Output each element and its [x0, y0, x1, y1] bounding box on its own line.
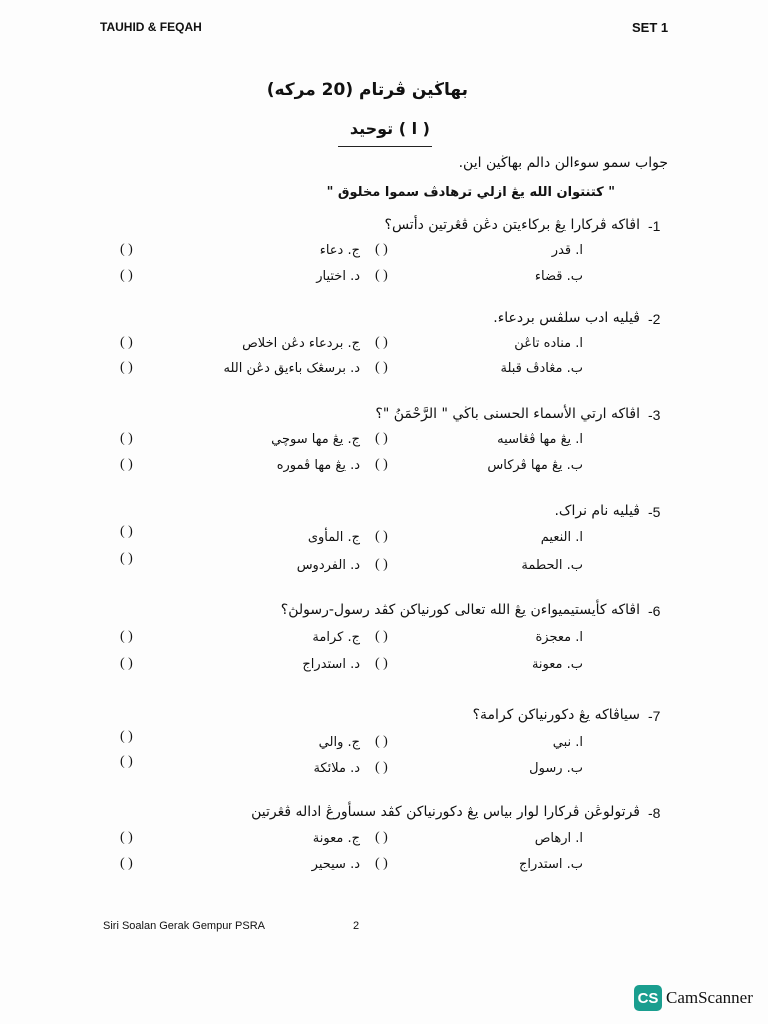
option-d: د. برسڠک باءيق دڠن الله — [223, 361, 360, 376]
camscanner-watermark — [634, 985, 753, 1011]
answer-bracket[interactable]: ( ) — [120, 431, 133, 446]
section-underline — [338, 146, 432, 147]
answer-bracket[interactable]: ( ) — [375, 656, 388, 671]
answer-bracket[interactable]: ( ) — [120, 830, 133, 845]
answer-bracket[interactable]: ( ) — [120, 856, 133, 871]
answer-bracket[interactable]: ( ) — [375, 734, 388, 749]
set-label: SET 1 — [632, 20, 669, 35]
answer-bracket[interactable]: ( ) — [375, 268, 388, 283]
question-number: -7 — [648, 708, 661, 724]
option-a: ا. نبي — [552, 735, 583, 750]
answer-bracket[interactable]: ( ) — [120, 729, 133, 744]
option-b: ب. معونة — [531, 657, 583, 672]
answer-bracket[interactable]: ( ) — [120, 457, 133, 472]
answer-bracket[interactable]: ( ) — [120, 524, 133, 539]
answer-bracket[interactable]: ( ) — [375, 529, 388, 544]
answer-bracket[interactable]: ( ) — [120, 242, 133, 257]
topic-quote: " کتنتوان الله يڠ ازلي ترهادڤ سموا مخلوق " — [326, 185, 615, 200]
option-a: ا. مناده تاڠن — [514, 336, 583, 351]
option-d: د. سيحير — [311, 857, 360, 872]
answer-bracket[interactable]: ( ) — [120, 551, 133, 566]
camscanner-logo-icon: CS — [634, 985, 662, 1011]
answer-bracket[interactable]: ( ) — [375, 629, 388, 644]
answer-bracket[interactable]: ( ) — [375, 360, 388, 375]
option-c: ج. يڠ مها سوچي — [271, 432, 360, 447]
option-b: ب. قضاء — [534, 269, 583, 284]
option-d: د. ملائکة — [313, 761, 360, 776]
answer-bracket[interactable]: ( ) — [120, 335, 133, 350]
option-d: د. اختيار — [316, 269, 360, 284]
question-number: -8 — [648, 805, 661, 821]
option-c: ج. دعاء — [319, 243, 360, 258]
option-c: ج. المأوى — [307, 530, 360, 545]
answer-bracket[interactable]: ( ) — [120, 656, 133, 671]
option-c: ج. بردعاء دڠن اخلاص — [242, 336, 360, 351]
option-a: ا. النعيم — [540, 530, 583, 545]
option-c: ج. کرامة — [312, 630, 360, 645]
subject-header: TAUHID & FEQAH — [100, 20, 202, 34]
instruction: جواب سمو سوءالن دالم بهاڬين اين. — [458, 155, 668, 171]
question-number: -3 — [648, 407, 661, 423]
option-a: ا. ارهاص — [534, 831, 583, 846]
answer-bracket[interactable]: ( ) — [375, 760, 388, 775]
option-c: ج. معونة — [312, 831, 360, 846]
page-number: 2 — [353, 920, 360, 932]
answer-bracket[interactable]: ( ) — [375, 557, 388, 572]
answer-bracket[interactable]: ( ) — [375, 335, 388, 350]
option-b: ب. رسول — [529, 761, 583, 776]
question-number: -5 — [648, 504, 661, 520]
option-b: ب. الحطمة — [521, 558, 583, 573]
answer-bracket[interactable]: ( ) — [120, 629, 133, 644]
question-text: ڤيليه ادب سلڤس بردعاء. — [493, 310, 640, 326]
option-a: ا. قدر — [551, 243, 583, 258]
option-d: د. يڠ مها ڤموره — [276, 458, 360, 473]
option-b: ب. استدراج — [518, 857, 583, 872]
answer-bracket[interactable]: ( ) — [375, 856, 388, 871]
option-d: د. الفردوس — [296, 558, 360, 573]
footer-series: Siri Soalan Gerak Gempur PSRA — [103, 920, 266, 932]
question-text: اڤاکه ارتي الأسماء الحسنى باڬي " الرَّحْمَنُ "؟ — [375, 406, 640, 422]
answer-bracket[interactable]: ( ) — [120, 754, 133, 769]
answer-bracket[interactable]: ( ) — [375, 830, 388, 845]
option-a: ا. معجزة — [535, 630, 583, 645]
question-number: -6 — [648, 603, 661, 619]
answer-bracket[interactable]: ( ) — [375, 242, 388, 257]
answer-bracket[interactable]: ( ) — [120, 360, 133, 375]
answer-bracket[interactable]: ( ) — [375, 457, 388, 472]
question-text: اڤاکه کأيستيميواءن يڠ الله تعالى کورنياکن کڤد رسول-رسولڽ؟ — [280, 602, 640, 618]
option-b: ب. مڠادڤ قبلة — [500, 361, 583, 376]
answer-bracket[interactable]: ( ) — [375, 431, 388, 446]
section-title: ( ا ) توحيد — [349, 119, 430, 138]
question-text: سياڤاکه يڠ دکورنياکن کرامة؟ — [472, 707, 640, 723]
part-title: بهاڬين ڤرتام (20 مرکه) — [266, 80, 468, 100]
answer-bracket[interactable]: ( ) — [120, 268, 133, 283]
option-b: ب. يڠ مها ڤرکاس — [487, 458, 583, 473]
camscanner-text: CamScanner — [666, 988, 753, 1007]
question-number: -1 — [648, 218, 661, 234]
question-number: -2 — [648, 311, 661, 327]
question-text: ڤرتولوڠن ڤرکارا لوار بياس يڠ دکورنياکن کڤد سسأورڠ اداله ڤڠرتين — [251, 804, 640, 820]
option-c: ج. والي — [318, 735, 360, 750]
question-text: ڤيليه نام نراک. — [554, 503, 640, 519]
question-text: اڤاکه ڤرکارا يڠ برکاءيتن دڠن ڤڠرتين دأتس؟ — [384, 217, 640, 233]
option-d: د. استدراج — [302, 657, 360, 672]
option-a: ا. يڠ مها ڤڠاسيه — [497, 432, 583, 447]
